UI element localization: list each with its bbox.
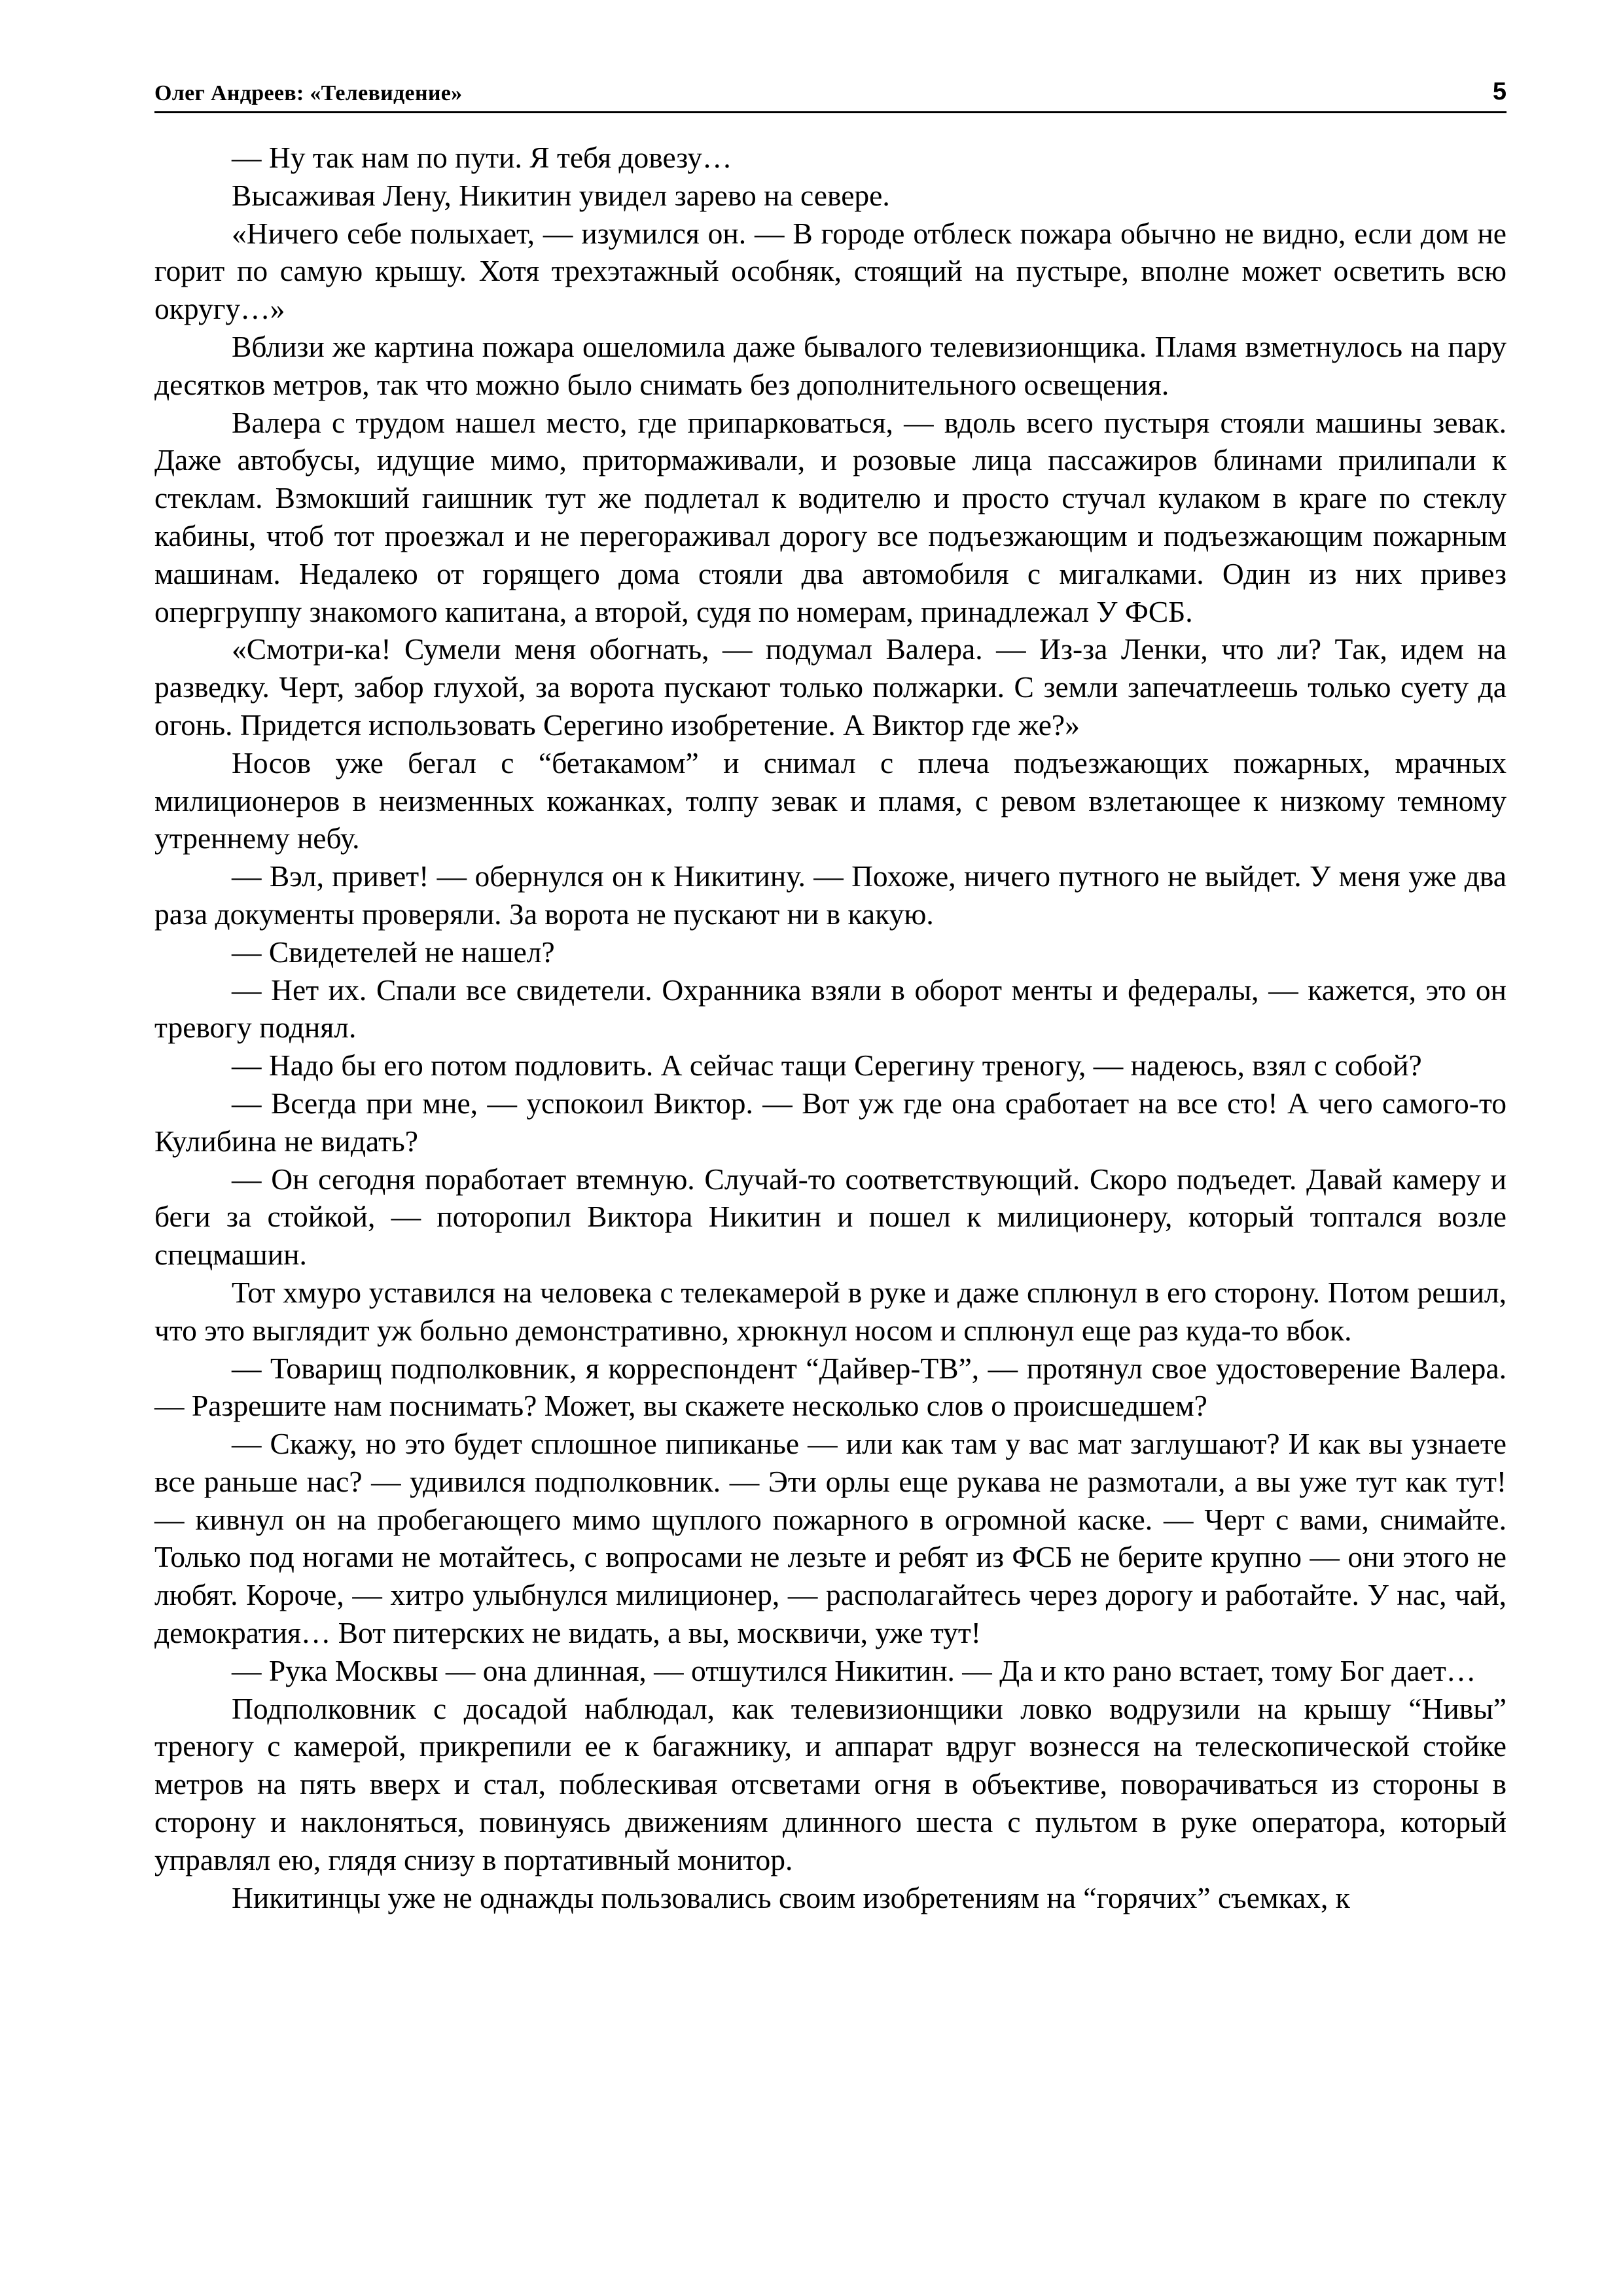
paragraph: — Товарищ подполковник, я корреспондент “Дайвер-ТВ”, — протянул свое удостоверение Валера. — Разрешите нам поснимать? Может, вы скажете несколько слов о происшедшем? [154, 1351, 1507, 1423]
page-number: 5 [1492, 78, 1507, 105]
paragraph: Высаживая Лену, Никитин увидел зарево на севере. [232, 178, 890, 212]
paragraph: Подполковник с досадой наблюдал, как телевизионщики ловко водрузили на крышу “Нивы” треногу с камерой, прикрепили ее к багажнику, и аппарат вдруг вознесся на телескопической стойке метров на пять вверх и стал, поблескивая отсветами огня в объективе, поворачиваться из стороны в сторону и наклоняться, повинуясь движениям длинного шеста с пультом в руке оператора, который управлял ею, глядя снизу в портативный монитор. [154, 1691, 1507, 1876]
paragraph: «Смотри-ка! Сумели меня обогнать, — подумал Валера. — Из-за Ленки, что ли? Так, идем на разведку. Черт, забор глухой, за ворота пускают только полжарки. С земли запечатлеешь только суету да огонь. Придется использовать Серегино изобретение. А Виктор где же?» [154, 632, 1507, 742]
paragraph: Вблизи же картина пожара ошеломила даже бывалого телевизионщика. Пламя взметнулось на пару десятков метров, так что можно было снимать без дополнительного освещения. [154, 329, 1507, 401]
paragraph: — Нет их. Спали все свидетели. Охранника взяли в оборот менты и федералы, — кажется, это он тревогу поднял. [154, 973, 1507, 1045]
paragraph: — Скажу, но это будет сплошное пипиканье — или как там у вас мат заглушают? И как вы узнаете все раньше нас? — удивился подполковник. — Эти орлы еще рукава не размотали, а вы уже тут как тут! — кивнул он на пробегающего мимо щуплого пожарного в огромной каске. — Черт с вами, снимайте. Только под ногами не мотайтесь, с вопросами не лезьте и ребят из ФСБ не берите крупно — они этого не любят. Короче, — хитро улыбнулся милиционер, — располагайтесь через дорогу и работайте. У нас, чай, демократия… Вот питерских не видать, а вы, москвичи, уже тут! [154, 1427, 1507, 1650]
paragraph: — Ну так нам по пути. Я тебя довезу… [232, 141, 732, 174]
paragraph: «Ничего себе полыхает, — изумился он. — В городе отблеск пожара обычно не видно, если дом не горит по самую крышу. Хотя трехэтажный особняк, стоящий на пустыре, вполне может осветить всю округу…» [154, 216, 1507, 326]
body-text [154, 139, 1507, 1916]
header-title: Олег Андреев: «Телевидение» [154, 81, 463, 105]
paragraph: — Всегда при мне, — успокоил Виктор. — Вот уж где она сработает на все сто! А чего самого-то Кулибина не видать? [154, 1086, 1507, 1158]
paragraph: — Вэл, привет! — обернулся он к Никитину. — Похоже, ничего путного не выйдет. У меня уже два раза документы проверяли. За ворота не пускают ни в какую. [154, 859, 1507, 931]
paragraph: Никитинцы уже не однажды пользовались своим изобретениям на “горячих” съемках, к [232, 1880, 1350, 1914]
paragraph: — Рука Москвы — она длинная, — отшутился Никитин. — Да и кто рано встает, тому Бог дает… [232, 1653, 1476, 1687]
paragraph: Тот хмуро уставился на человека с телекамерой в руке и даже сплюнул в его сторону. Потом решил, что это выглядит уж больно демонстративно, хрюкнул носом и сплюнул еще раз куда-то вбок. [154, 1275, 1507, 1347]
running-header [154, 73, 1507, 113]
paragraph: Валера с трудом нашел место, где припарковаться, — вдоль всего пустыря стояли машины зевак. Даже автобусы, идущие мимо, притормаживали, и розовые лица пассажиров блинами прилипали к стеклам. Взмокший гаишник тут же подлетал к водителю и просто стучал кулаком в краге по стеклу кабины, чтоб тот проезжал и не перегораживал дорогу все подъезжающим и подъезжающим пожарным машинам. Недалеко от горящего дома стояли два автомобиля с мигалками. Один из них привез опергруппу знакомого капитана, а второй, судя по номерам, принадлежал У ФСБ. [154, 405, 1507, 628]
paragraph: — Надо бы его потом подловить. А сейчас тащи Серегину треногу, — надеюсь, взял с собой? [232, 1049, 1422, 1083]
paragraph: Носов уже бегал с “бетакамом” и снимал с плеча подъезжающих пожарных, мрачных милиционеров в неизменных кожанках, толпу зевак и пламя, с ревом взлетающее к низкому темному утреннему небу. [154, 745, 1507, 855]
paragraph: — Он сегодня поработает втемную. Случай-то соответствующий. Скоро подъедет. Давай камеру и беги за стойкой, — поторопил Виктора Никитин и пошел к милиционеру, который топтался возле спецмашин. [154, 1162, 1507, 1272]
paragraph: — Свидетелей не нашел? [232, 935, 555, 969]
